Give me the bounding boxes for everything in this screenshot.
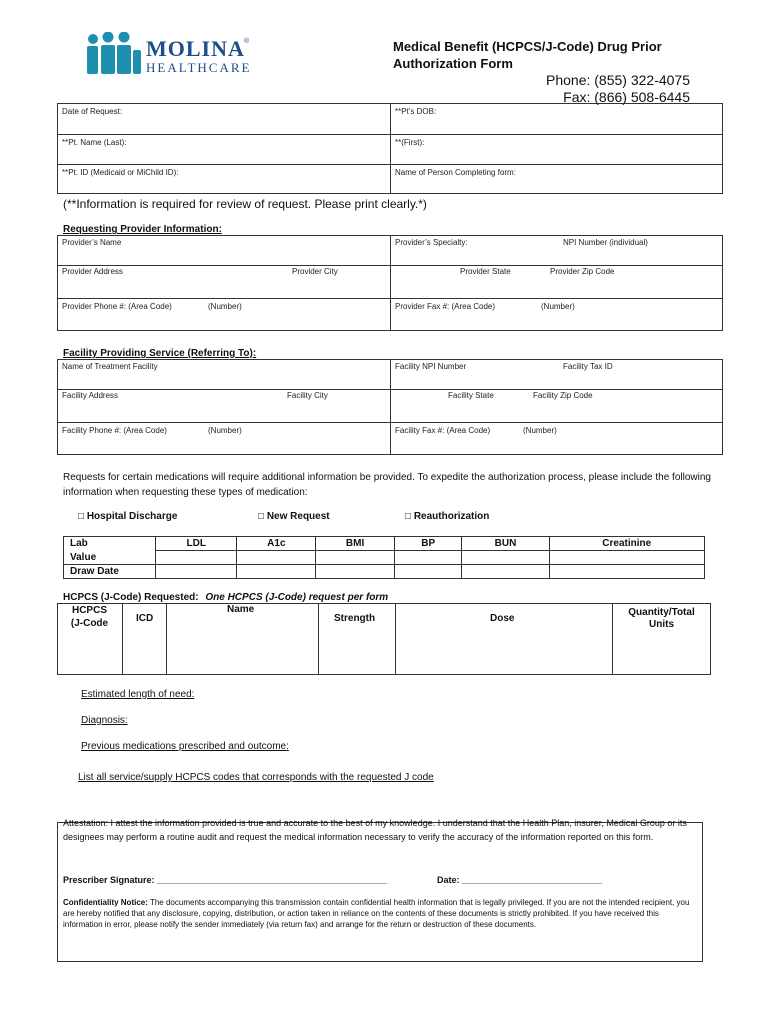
signature-date-field[interactable]: Date: ____________________________ — [437, 875, 603, 885]
lab-date-cell[interactable] — [462, 565, 549, 579]
completer-name-field[interactable]: Name of Person Completing form: — [395, 168, 516, 177]
people-logo-icon — [84, 32, 142, 74]
new-request-checkbox[interactable]: □ New Request — [258, 511, 330, 522]
facility-state-field[interactable]: Facility State — [448, 391, 494, 400]
form-title — [393, 38, 662, 72]
facility-phone-number-field[interactable]: (Number) — [208, 426, 242, 435]
patient-id-field[interactable]: **Pt. ID (Medicaid or MiChild ID): — [62, 168, 179, 177]
lab-values-table — [63, 536, 705, 579]
contact-info — [546, 72, 690, 106]
confidentiality-label: Confidentiality Notice: — [63, 898, 148, 907]
hcpcs-col-quantity — [612, 607, 711, 631]
fax-number: Fax: (866) 508-6445 — [563, 89, 690, 105]
lab-date-cell[interactable] — [237, 565, 316, 579]
hcpcs-col-icd: ICD — [136, 613, 154, 624]
hcpcs-col-quantity-line2: Units — [649, 619, 674, 630]
lab-col-ldl: LDL — [156, 537, 237, 551]
hcpcs-col-hcpcs-line2: (J-Code — [70, 618, 109, 629]
facility-section-heading: Facility Providing Service (Referring To): — [63, 348, 257, 359]
lab-col-creatinine: Creatinine — [549, 537, 704, 551]
lab-date-cell[interactable] — [156, 565, 237, 579]
patient-dob-field[interactable]: **Pt’s DOB: — [395, 107, 437, 116]
hcpcs-section-heading — [63, 592, 388, 603]
provider-zip-field[interactable]: Provider Zip Code — [550, 267, 615, 276]
facility-fax-number-field[interactable]: (Number) — [523, 426, 557, 435]
lab-value-cell[interactable] — [462, 551, 549, 565]
lab-date-cell[interactable] — [394, 565, 462, 579]
logo-registered: ® — [244, 38, 250, 45]
form-title-line1: Medical Benefit (HCPCS/J-Code) Drug Prior — [393, 39, 662, 54]
lab-draw-date-label: Draw Date — [64, 565, 156, 579]
hcpcs-heading-note: One HCPCS (J-Code) request per form — [205, 592, 389, 603]
lab-value-cell[interactable] — [316, 551, 395, 565]
date-of-request-field[interactable]: Date of Request: — [62, 107, 123, 116]
facility-npi-field[interactable]: Facility NPI Number — [395, 362, 467, 371]
hcpcs-col-name: Name — [227, 604, 255, 615]
lab-value-cell[interactable] — [237, 551, 316, 565]
facility-phone-area-field[interactable]: Facility Phone #: (Area Code) — [62, 426, 167, 435]
lab-value-cell[interactable] — [549, 551, 704, 565]
logo-word-molina: MOLINA — [146, 36, 245, 61]
logo-word-healthcare: HEALTHCARE — [146, 60, 252, 75]
confidentiality-text: The documents accompanying this transmission contain confidential health information that is legally privileged. If you are not the intended recipient, you are hereby notified that any disclosure, copying, distribution, or action taken in reliance on the contents of these documents is strictly prohibited. If you have received this information in error, please notify the sender immediately (via return fax) and arrange for the return or destruction of these documents. — [63, 898, 690, 929]
lab-col-bmi: BMI — [316, 537, 395, 551]
facility-zip-field[interactable]: Facility Zip Code — [533, 391, 593, 400]
form-title-line2: Authorization Form — [393, 56, 513, 71]
hcpcs-col-dose: Dose — [490, 613, 515, 624]
hcpcs-col-hcpcs-line1: HCPCS — [71, 605, 107, 616]
lab-value-cell[interactable] — [394, 551, 462, 565]
previous-medications-field[interactable]: Previous medications prescribed and outcome: — [81, 741, 289, 752]
provider-address-field[interactable]: Provider Address — [62, 267, 123, 276]
lab-value-label: Value — [64, 551, 156, 565]
reauthorization-checkbox[interactable]: □ Reauthorization — [405, 511, 490, 522]
provider-npi-field[interactable]: NPI Number (individual) — [563, 238, 648, 247]
attestation-text: Attestation: I attest the information provided is true and accurate to the best of my knowledge. I understand that the Health Plan, insurer, Medical Group or its designees may perform a routine audit and request the medical information necessary to verify the accuracy of the information reported on this form. — [63, 818, 687, 842]
facility-address-field[interactable]: Facility Address — [62, 391, 119, 400]
confidentiality-notice — [63, 897, 693, 930]
lab-col-bun: BUN — [462, 537, 549, 551]
hospital-discharge-checkbox[interactable]: □ Hospital Discharge — [78, 511, 178, 522]
molina-logo — [84, 30, 259, 78]
provider-specialty-field[interactable]: Provider’s Specialty: — [395, 238, 468, 247]
phone-number: Phone: (855) 322-4075 — [546, 72, 690, 88]
provider-state-field[interactable]: Provider State — [460, 267, 511, 276]
provider-phone-area-field[interactable]: Provider Phone #: (Area Code) — [62, 302, 172, 311]
provider-city-field[interactable]: Provider City — [292, 267, 338, 276]
hcpcs-col-strength: Strength — [334, 613, 376, 624]
requests-paragraph: Requests for certain medications will require additional information be provided. To expedite the authorization process, please include the following information when requesting these types of medication: — [63, 472, 711, 498]
patient-first-name-field[interactable]: **(First): — [395, 138, 425, 147]
lab-value-cell[interactable] — [156, 551, 237, 565]
provider-fax-number-field[interactable]: (Number) — [541, 302, 575, 311]
hcpcs-col-quantity-line1: Quantity/Total — [628, 607, 695, 618]
provider-phone-number-field[interactable]: (Number) — [208, 302, 242, 311]
patient-last-name-field[interactable]: **Pt. Name (Last): — [62, 138, 127, 147]
facility-fax-area-field[interactable]: Facility Fax #: (Area Code) — [395, 426, 491, 435]
provider-name-field[interactable]: Provider’s Name — [62, 238, 122, 247]
hcpcs-heading-text: HCPCS (J-Code) Requested: — [63, 592, 199, 603]
prescriber-signature-field[interactable]: Prescriber Signature: ______________________________________________ — [63, 875, 388, 885]
diagnosis-field[interactable]: Diagnosis: — [81, 715, 128, 726]
required-info-notice: (**Information is required for review of request. Please print clearly.*) — [63, 197, 427, 211]
hcpcs-col-hcpcs — [57, 604, 122, 630]
provider-section-heading: Requesting Provider Information: — [63, 224, 222, 235]
facility-city-field[interactable]: Facility City — [287, 391, 328, 400]
provider-fax-area-field[interactable]: Provider Fax #: (Area Code) — [395, 302, 496, 311]
facility-name-field[interactable]: Name of Treatment Facility — [62, 362, 158, 371]
hcpcs-codes-field[interactable]: List all service/supply HCPCS codes that corresponds with the requested J code — [78, 772, 434, 783]
lab-row-label: Lab — [64, 537, 156, 551]
facility-tax-id-field[interactable]: Facility Tax ID — [563, 362, 613, 371]
lab-col-bp: BP — [394, 537, 462, 551]
lab-date-cell[interactable] — [316, 565, 395, 579]
lab-col-a1c: A1c — [237, 537, 316, 551]
estimated-length-field[interactable]: Estimated length of need: — [81, 689, 195, 700]
lab-date-cell[interactable] — [549, 565, 704, 579]
